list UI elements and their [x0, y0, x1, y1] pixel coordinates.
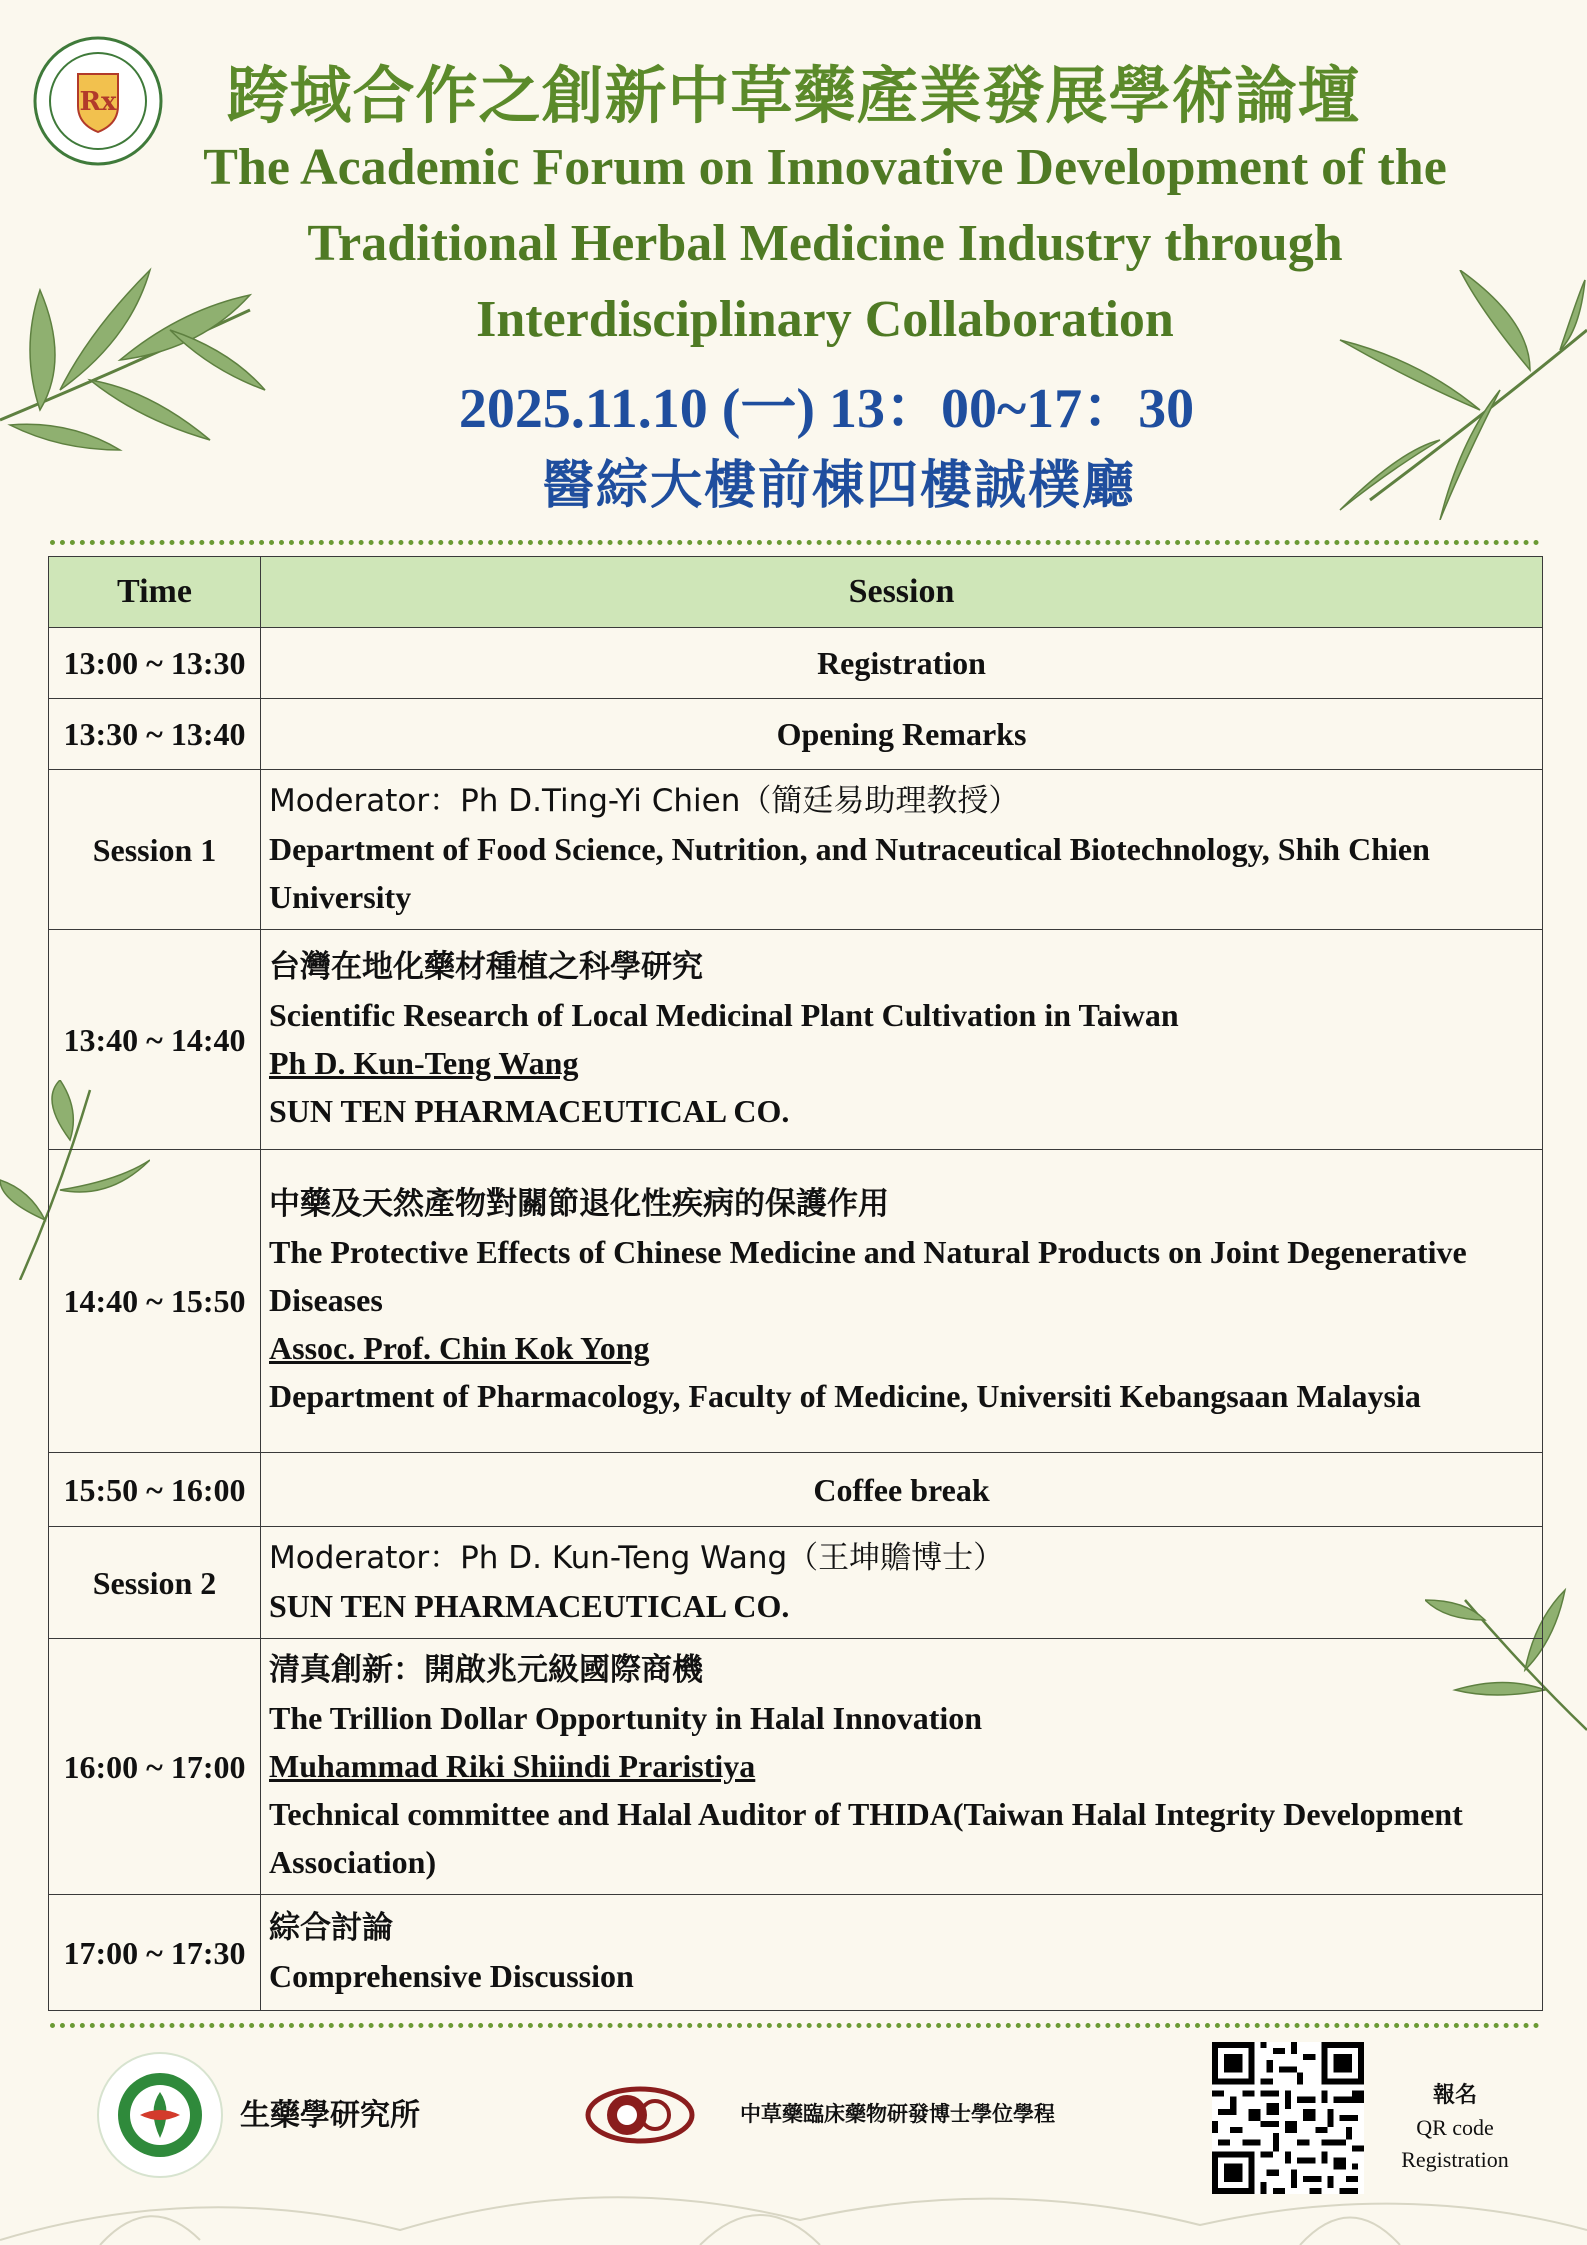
row-session	[261, 1639, 1543, 1895]
affiliation: SUN TEN PHARMACEUTICAL CO.	[269, 1587, 790, 1624]
row-time: 17:00 ~ 17:30	[49, 1895, 261, 2011]
title-chinese: 跨域合作之創新中草藥產業發展學術論壇	[226, 59, 1361, 132]
event-venue: 醫綜大樓前棟四樓誠樸廳	[541, 456, 1136, 516]
title-english	[140, 130, 1510, 358]
schedule-table	[48, 556, 1543, 2011]
affiliation: SUN TEN PHARMACEUTICAL CO.	[269, 1092, 790, 1129]
table-row	[49, 770, 1543, 930]
row-time: Session 1	[49, 770, 261, 930]
row-session	[261, 1150, 1543, 1453]
row-time: 13:30 ~ 13:40	[49, 699, 261, 770]
divider-top	[50, 540, 1540, 545]
svg-text:Rx: Rx	[79, 87, 117, 117]
table-row	[49, 1895, 1543, 2011]
pharmacognosy-institute-logo-icon	[95, 2050, 225, 2180]
affiliation: Technical committee and Halal Auditor of THIDA(Taiwan Halal Integrity Development Association)	[269, 1795, 1463, 1880]
table-row	[49, 1639, 1543, 1895]
column-header-time: Time	[49, 557, 261, 628]
row-time: 13:40 ~ 14:40	[49, 930, 261, 1150]
row-session: Opening Remarks	[261, 699, 1543, 770]
table-row	[49, 1150, 1543, 1453]
table-header-row	[49, 557, 1543, 628]
row-session	[261, 1895, 1543, 2011]
row-session	[261, 1527, 1543, 1639]
registration-label-en: Registration	[1401, 2147, 1509, 2172]
talk-title-cn: 清真創新：開啟兆元級國際商機	[269, 1651, 703, 1688]
row-time: 15:50 ~ 16:00	[49, 1453, 261, 1527]
affiliation: Department of Pharmacology, Faculty of Medicine, Universiti Kebangsaan Malaysia	[269, 1378, 1421, 1414]
row-session	[261, 930, 1543, 1150]
table-row	[49, 1453, 1543, 1527]
column-header-session: Session	[261, 557, 1543, 628]
moderator: Moderator：Ph D. Kun-Teng Wang（王坤贍博士）	[269, 1539, 1005, 1576]
row-session: Registration	[261, 628, 1543, 699]
title-english-line2: Traditional Herbal Medicine Industry through	[307, 215, 1343, 272]
program-name: 中草藥臨床藥物研發博士學位學程	[740, 2102, 1055, 2126]
event-date: 2025.11.10 (一) 13：00~17：30	[458, 378, 1195, 440]
talk-title-en: The Trillion Dollar Opportunity in Halal Innovation	[269, 1699, 983, 1736]
talk-title-cn: 中藥及天然產物對關節退化性疾病的保護作用	[269, 1186, 889, 1222]
row-session: Coffee break	[261, 1453, 1543, 1527]
table-row	[49, 1527, 1543, 1639]
affiliation: Department of Food Science, Nutrition, and Nutraceutical Biotechnology, Shih Chien University	[269, 830, 1430, 915]
talk-title-en: The Protective Effects of Chinese Medicine and Natural Products on Joint Degenerative Diseases	[269, 1234, 1467, 1318]
row-time: Session 2	[49, 1527, 261, 1639]
row-time: 13:00 ~ 13:30	[49, 628, 261, 699]
registration-label	[1385, 2080, 1525, 2176]
divider-bottom	[50, 2023, 1540, 2028]
speaker-name: Muhammad Riki Shiindi Praristiya	[269, 1747, 756, 1784]
talk-title-cn: 台灣在地化藥材種植之科學研究	[269, 948, 703, 985]
registration-qr-code-icon[interactable]	[1212, 2042, 1364, 2194]
table-row	[49, 628, 1543, 699]
institute-name: 生藥學研究所	[240, 2098, 420, 2133]
row-time: 16:00 ~ 17:00	[49, 1639, 261, 1895]
registration-label-qr: QR code	[1416, 2115, 1494, 2140]
moderator: Moderator：Ph D.Ting-Yi Chien（簡廷易助理教授）	[269, 782, 1020, 819]
clinical-drug-development-logo-icon	[555, 2060, 725, 2170]
row-session	[261, 770, 1543, 930]
talk-title-en: Scientific Research of Local Medicinal Plant Cultivation in Taiwan	[269, 996, 1179, 1033]
row-time: 14:40 ~ 15:50	[49, 1150, 261, 1453]
table-row	[49, 930, 1543, 1150]
speaker-name: Ph D. Kun-Teng Wang	[269, 1044, 579, 1081]
title-english-line3: Interdisciplinary Collaboration	[476, 291, 1174, 348]
talk-title-en: Comprehensive Discussion	[269, 1957, 634, 1994]
speaker-name: Assoc. Prof. Chin Kok Yong	[269, 1330, 650, 1366]
table-row	[49, 699, 1543, 770]
registration-label-cn: 報名	[1432, 2083, 1477, 2108]
title-english-line1: The Academic Forum on Innovative Development of the	[203, 139, 1447, 196]
talk-title-cn: 綜合討論	[269, 1909, 393, 1946]
